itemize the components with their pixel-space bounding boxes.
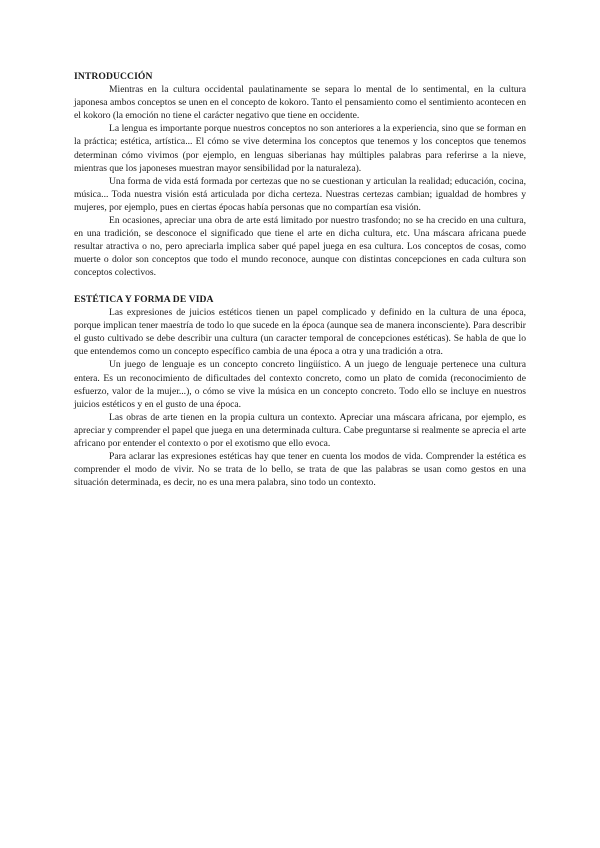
document-page [74,70,526,489]
intro-paragraph-4: En ocasiones, apreciar una obra de arte está limitado por nuestro trasfondo; no se ha crecido en una cultura, en una tradición, se desconoce el significado que tiene el arte en dicha cultura, etc. Una máscara africana puede resultar atractiva o no, pero apreciarla implica saber qué papel juega en esa cultura. Los conceptos de cosas, como muerte o dolor son conceptos que todo el mundo reconoce, aunque con distintas concepciones en cada cultura son conceptos colectivos. [74,215,526,279]
section-heading-introduccion: INTRODUCCIÓN [74,71,153,82]
intro-paragraph-2: La lengua es importante porque nuestros conceptos no son anteriores a la experiencia, sino que se forman en la práctica; estética, artística... El cómo se vive determina los conceptos que tenemos y los conceptos que tenemos determinan cómo vivimos (por ejemplo, en lenguas siberianas hay múltiples palabras para referirse a la nieve, mientras que los japoneses muestran mayor sensibilidad por la naturaleza). [74,123,526,174]
intro-paragraph-3: Una forma de vida está formada por certezas que no se cuestionan y articulan la realidad; educación, cocina, música... Toda nuestra visión está articulada por dicha certeza. Nuestras certezas cambian; igualdad de hombres y mujeres, por ejemplo, pues en ciertas épocas había personas que no compartían esa visión. [74,175,526,213]
estetica-paragraph-3: Las obras de arte tienen en la propia cultura un contexto. Apreciar una máscara africana, por ejemplo, es apreciar y comprender el papel que juega en una determinada cultura. Cabe preguntarse si realmente se aprecia el arte africano por entender el contexto o por el exotismo que ello evoca. [74,411,527,450]
intro-paragraph-1: Mientras en la cultura occidental paulatinamente se separa lo mental de lo sentimental, en la cultura japonesa ambos conceptos se unen en el concepto de kokoro. Tanto el pensamiento como el sentimiento acontecen en el kokoro (la emoción no tiene el carácter negativo que tiene en occidente. [74,84,526,122]
estetica-paragraph-1: Las expresiones de juicios estéticos tienen un papel complicado y definido en la cultura de una época, porque implican tener maestría de todo lo que sucede en la época (aunque sea de manera inconsciente). Para describir el gusto cultivado se debe describir una cultura (un caracter temporal de concepciones estéticas). Se habla de que lo que entendemos como un concepto específico cambia de una época a otra y una tradición a otra. [74,307,526,358]
section-heading-estetica: ESTÉTICA Y FORMA DE VIDA [74,294,214,305]
estetica-paragraph-4: Para aclarar las expresiones estéticas hay que tener en cuenta los modos de vida. Comprender la estética es comprender el modo de vivir. No se trata de lo bello, se trata de que las palabras se usan como gestos en una situación determinada, es decir, no es una mera palabra, sino todo un contexto. [74,451,526,489]
estetica-paragraph-2: Un juego de lenguaje es un concepto concreto lingüístico. A un juego de lenguaje pertenece una cultura entera. Es un reconocimiento de dificultades del contexto concreto, como un plato de comida (reconocimiento de esfuerzo, valor de la mujer...), o cómo se vive la música en un concepto concreto. Todo ello se incluye en nuestros juicios estéticos y en el gusto de una época. [74,359,526,410]
